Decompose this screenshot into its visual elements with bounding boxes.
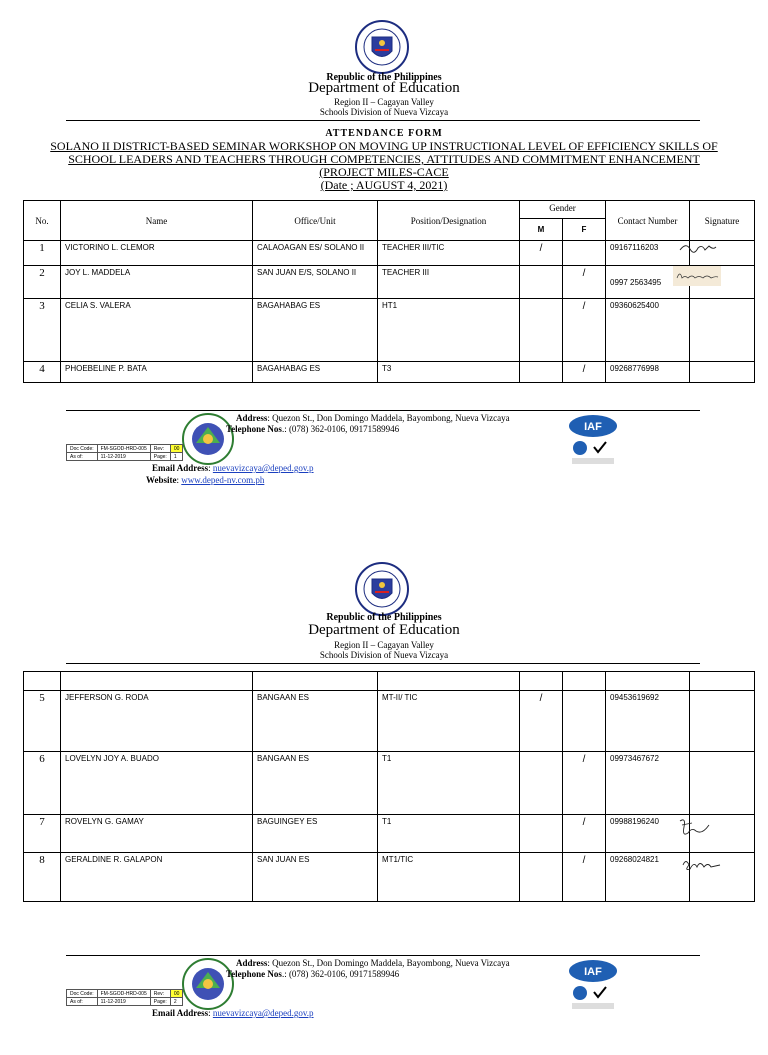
page2-footer: Address: Quezon St., Don Domingo Maddela, Bayombong, Nueva Vizcaya Telephone Nos.: (078) 362-0106, 09171589946 Doc Code: FM-SGOD-HRD-005 Rev: 00 As of: 11-12-2019 Page: 2 Email Address: nuevavizcaya@deped.gov.p IAF xyxy=(0,955,768,1055)
row-female: / xyxy=(563,299,606,362)
row-male xyxy=(520,362,563,383)
row-office: BAGUINGEY ES xyxy=(253,815,378,853)
telephone-label: Telephone Nos xyxy=(226,424,282,434)
form-date: (Date ; AUGUST 4, 2021) xyxy=(320,178,448,192)
row-office: BAGAHABAG ES xyxy=(253,362,378,383)
row-contact: 09167116203 xyxy=(606,241,690,266)
republic-line: Republic of the Philippines xyxy=(326,72,442,83)
row-signature xyxy=(690,752,755,815)
website-label: Website xyxy=(146,475,177,485)
row-signature xyxy=(690,299,755,362)
rev-value: 00 xyxy=(170,990,183,998)
republic-line: Republic of the Philippines xyxy=(326,612,442,623)
row-contact: 09973467672 xyxy=(606,752,690,815)
email-label: Email Address xyxy=(152,1008,209,1018)
header-female: F xyxy=(563,219,606,241)
row-male xyxy=(520,266,563,299)
division-seal-icon xyxy=(182,958,234,1010)
row-no: 1 xyxy=(24,241,61,266)
row-name: GERALDINE R. GALAPON xyxy=(61,853,253,902)
row-no: 7 xyxy=(24,815,61,853)
row-female: / xyxy=(563,752,606,815)
row-position: MT-II/ TIC xyxy=(378,691,520,752)
iaf-label: IAF xyxy=(584,966,602,978)
row-no: 3 xyxy=(24,299,61,362)
row-position: MT1/TIC xyxy=(378,853,520,902)
form-title-line2: SCHOOL LEADERS AND TEACHERS THROUGH COMPETENCIES, ATTITUDES AND COMMITMENT ENHANCEMENT xyxy=(68,152,700,166)
signature-image xyxy=(678,240,718,256)
signature-image xyxy=(676,815,712,843)
row-male: / xyxy=(520,691,563,752)
header-male: M xyxy=(520,219,563,241)
row-no: 8 xyxy=(24,853,61,902)
email-link[interactable]: nuevavizcaya@deped.gov.p xyxy=(212,463,314,473)
website-link[interactable]: www.deped-nv.com.ph xyxy=(181,475,265,485)
iaf-label: IAF xyxy=(584,421,602,433)
row-name: PHOEBELINE P. BATA xyxy=(61,362,253,383)
signature-image xyxy=(680,855,724,875)
doc-code-box xyxy=(66,989,183,1006)
row-position: TEACHER III/TIC xyxy=(378,241,520,266)
row-office: SAN JUAN ES xyxy=(253,853,378,902)
footer-rule xyxy=(66,955,700,956)
row-female: / xyxy=(563,362,606,383)
row-female: / xyxy=(563,815,606,853)
email-link[interactable]: nuevavizcaya@deped.gov.p xyxy=(212,1008,314,1018)
row-signature xyxy=(690,691,755,752)
row-name: ROVELYN G. GAMAY xyxy=(61,815,253,853)
address-label: Address xyxy=(236,413,268,423)
table-row xyxy=(24,266,755,299)
deped-seal-icon xyxy=(355,20,409,74)
department-title: Department of Education xyxy=(308,622,460,638)
row-office: BAGAHABAG ES xyxy=(253,299,378,362)
doc-code-label: Doc Code: xyxy=(67,445,98,453)
row-female xyxy=(563,241,606,266)
iaf-certification-icon xyxy=(568,959,618,1011)
table-row xyxy=(24,853,755,902)
header-position: Position/Designation xyxy=(378,201,520,241)
row-female: / xyxy=(563,853,606,902)
telephone-text: .: (078) 362-0106, 09171589946 xyxy=(281,424,400,434)
rev-value: 00 xyxy=(170,445,183,453)
row-position: T3 xyxy=(378,362,520,383)
header-no: No. xyxy=(24,201,61,241)
row-no: 4 xyxy=(24,362,61,383)
row-contact: 09453619692 xyxy=(606,691,690,752)
row-male xyxy=(520,752,563,815)
row-position: T1 xyxy=(378,815,520,853)
row-signature xyxy=(690,362,755,383)
row-name: JOY L. MADDELA xyxy=(61,266,253,299)
table-row xyxy=(24,299,755,362)
form-title: ATTENDANCE FORM xyxy=(325,128,443,139)
division-line: Schools Division of Nueva Vizcaya xyxy=(319,107,449,117)
iaf-certification-icon xyxy=(568,414,618,466)
row-name: CELIA S. VALERA xyxy=(61,299,253,362)
table-row xyxy=(24,362,755,383)
header-gender: Gender xyxy=(520,201,606,219)
telephone-label: Telephone Nos xyxy=(226,969,282,979)
form-title-line3: (PROJECT MILES-CACE xyxy=(319,165,449,179)
row-office: CALAOAGAN ES/ SOLANO II xyxy=(253,241,378,266)
doc-code-value: FM-SGOD-HRD-005 xyxy=(97,990,150,998)
table-row xyxy=(24,241,755,266)
doc-code-value: FM-SGOD-HRD-005 xyxy=(97,445,150,453)
page-label: Page: xyxy=(150,453,170,461)
header-name: Name xyxy=(61,201,253,241)
row-no: 6 xyxy=(24,752,61,815)
address-label: Address xyxy=(236,958,268,968)
page-number: 1 xyxy=(170,453,183,461)
row-office: BANGAAN ES xyxy=(253,752,378,815)
as-of-value: 11-12-2019 xyxy=(97,453,150,461)
rev-label: Rev: xyxy=(150,990,170,998)
row-name: LOVELYN JOY A. BUADO xyxy=(61,752,253,815)
header-contact: Contact Number xyxy=(606,201,690,241)
row-position: T1 xyxy=(378,752,520,815)
row-no: 5 xyxy=(24,691,61,752)
attendance-table-page1 xyxy=(23,200,755,383)
as-of-value: 11-12-2019 xyxy=(97,998,150,1006)
header-office: Office/Unit xyxy=(253,201,378,241)
rev-label: Rev: xyxy=(150,445,170,453)
row-contact: 09268024821 xyxy=(606,853,690,902)
table-row xyxy=(24,672,755,691)
as-of-label: As of: xyxy=(67,998,98,1006)
row-name: JEFFERSON G. RODA xyxy=(61,691,253,752)
row-name: VICTORINO L. CLEMOR xyxy=(61,241,253,266)
table-row xyxy=(24,691,755,752)
row-position: TEACHER III xyxy=(378,266,520,299)
division-line: Schools Division of Nueva Vizcaya xyxy=(319,650,449,660)
as-of-label: As of: xyxy=(67,453,98,461)
address-text: : Quezon St., Don Domingo Maddela, Bayombong, Nueva Vizcaya xyxy=(267,958,510,968)
telephone-text: .: (078) 362-0106, 09171589946 xyxy=(281,969,400,979)
address-text: : Quezon St., Don Domingo Maddela, Bayombong, Nueva Vizcaya xyxy=(267,413,510,423)
row-female xyxy=(563,691,606,752)
row-contact: 09988196240 xyxy=(606,815,690,853)
table-row xyxy=(24,815,755,853)
row-no: 2 xyxy=(24,266,61,299)
division-seal-icon xyxy=(182,413,234,465)
row-male xyxy=(520,815,563,853)
attendance-table-page2 xyxy=(23,671,755,902)
row-contact: 09360625400 xyxy=(606,299,690,362)
deped-seal-icon xyxy=(355,562,409,616)
email-label: Email Address xyxy=(152,463,209,473)
header-rule xyxy=(66,120,700,121)
footer-rule xyxy=(66,410,700,411)
row-position: HT1 xyxy=(378,299,520,362)
row-male xyxy=(520,299,563,362)
page1-footer: Address: Quezon St., Don Domingo Maddela, Bayombong, Nueva Vizcaya Telephone Nos.: (078) 362-0106, 09171589946 Doc Code: FM-SGOD-HRD-005 Rev: 00 As of: 11-12-2019 Page: 1 Email Address: nuevavizcaya@deped.gov.p Website: www.deped-nv.com.ph IAF xyxy=(0,410,768,510)
doc-code-box xyxy=(66,444,183,461)
row-contact: 0997 2563495 xyxy=(606,266,690,299)
form-title-line1: SOLANO II DISTRICT-BASED SEMINAR WORKSHOP ON MOVING UP INSTRUCTIONAL LEVEL OF EFFICIENCY SKILLS OF xyxy=(50,139,718,153)
signature-image xyxy=(673,266,721,286)
doc-code-label: Doc Code: xyxy=(67,990,98,998)
row-male: / xyxy=(520,241,563,266)
page-number: 2 xyxy=(170,998,183,1006)
region-line: Region II – Cagayan Valley xyxy=(334,97,434,107)
page-label: Page: xyxy=(150,998,170,1006)
row-contact: 09268776998 xyxy=(606,362,690,383)
region-line: Region II – Cagayan Valley xyxy=(334,640,434,650)
row-office: BANGAAN ES xyxy=(253,691,378,752)
row-male xyxy=(520,853,563,902)
table-row xyxy=(24,752,755,815)
row-female: / xyxy=(563,266,606,299)
department-title: Department of Education xyxy=(308,80,460,96)
header-signature: Signature xyxy=(690,201,755,241)
header-rule xyxy=(66,663,700,664)
row-office: SAN JUAN E/S, SOLANO II xyxy=(253,266,378,299)
